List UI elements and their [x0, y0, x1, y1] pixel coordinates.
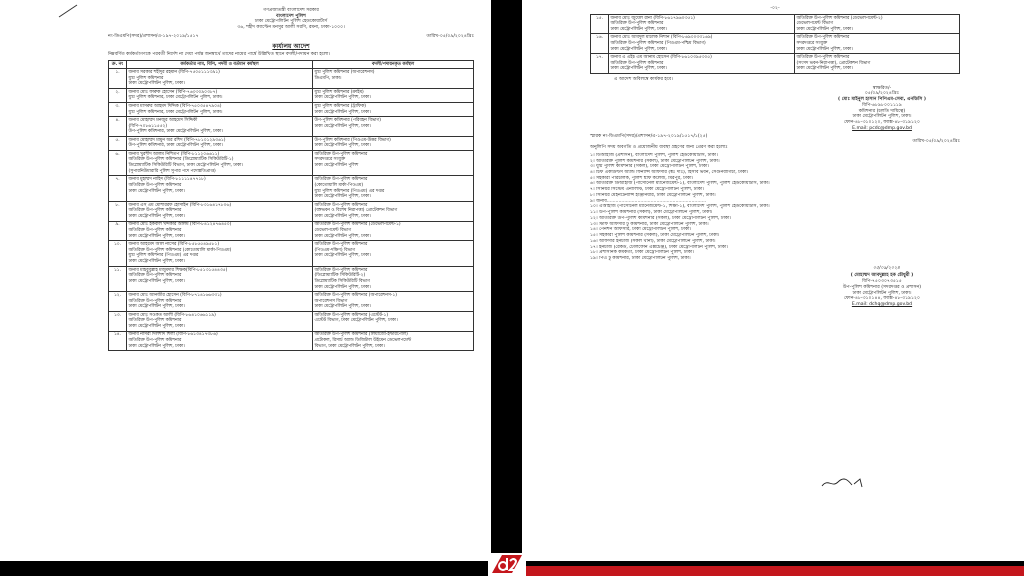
serial-cell: ৭.: [109, 176, 127, 201]
serial-cell: ৩.: [109, 103, 127, 117]
posting-line: ঢাকা মেট্রোপলিটন পুলিশ, ঢাকা।: [314, 143, 371, 149]
officer-cell: [127, 103, 313, 117]
posting-line: (পিওএম-দক্ষিণ) বিভাগ: [314, 247, 356, 253]
document-page-2: [590, 6, 960, 308]
posting-line: (ডিপ্লোম্যাটিক সিকিউরিটি-২): [314, 273, 366, 279]
officer-cell: [127, 117, 313, 137]
distribution-item: ১০। এআইজি (পার্সোনেল ম্যানেজমেন্ট-১, শিক্ষা-১), বাংলাদেশ পুলিশ, পুলিশ হেডকোয়ার্টার্স, ঢাকা।: [590, 204, 770, 210]
table-row: [109, 69, 474, 89]
posting-line: ঢাকা মেট্রোপলিটন পুলিশ, ঢাকা।: [314, 194, 371, 200]
officer-line: ঢাকা মেট্রোপলিটন পুলিশ, ঢাকা।: [128, 278, 185, 284]
table-row: [109, 117, 474, 137]
signer-1-date: ০৫/০৯/২০২৪খ্রিঃ: [864, 91, 900, 97]
letterhead-line-4: ৩৬, শহীদ ক্যাপ্টেন মনসুর আলী সরণি, রমনা, ঢাকা-১০০০।: [237, 25, 345, 31]
officer-line: জনাব মোঃ ফারুক হোসেন (বিপি-৭৬০৩০৯০৩৮৭): [128, 89, 218, 95]
posting-cell: [313, 311, 474, 331]
posting-line: অতিরিক্ত উপ-পুলিশ কমিশনার: [796, 55, 850, 61]
memo-date: তারিখ-০৫/০৯/২০২৪খ্রিঃ: [426, 33, 474, 39]
posting-line: সদরদপ্তরে সংযুক্ত: [314, 157, 346, 163]
order-intro: নিম্নবর্ণিত কর্মকর্তাগণকে পরবর্তী নির্দেশ না দেয়া পর্যন্ত জনস্বার্থে তাদের নামের পার্শ্বে উল্লিখিত স্থানে বদলী/পদায়ন করা হলো।: [108, 52, 330, 58]
officer-cell: [609, 34, 795, 54]
handwritten-date: ০৫/০৯/২০২৪: [873, 265, 900, 271]
officer-cell: [127, 221, 313, 241]
officer-line: অতিরিক্ত উপ-পুলিশ কমিশনার (কোতোয়ালি মার্কা-পিওএম): [128, 247, 232, 253]
officer-line: ঢাকা মেট্রোপলিটন পুলিশ, ঢাকা।: [610, 46, 667, 52]
posting-line: ঢাকা মেট্রোপলিটন পুলিশ, ঢাকা।: [314, 213, 371, 219]
posting-line: উপ-পুলিশ কমিশনার (পরিবহন বিভাগ): [314, 117, 382, 123]
table-row: [109, 292, 474, 312]
serial-cell: ২.: [109, 88, 127, 102]
officer-line: ঢাকা মেট্রোপলিটন পুলিশ, ঢাকা।: [128, 188, 185, 194]
posting-cell: [795, 54, 960, 74]
posting-line: সদরদপ্তরে সংযুক্ত: [796, 41, 828, 46]
posting-cell: [313, 221, 474, 241]
posting-line: ডিএমপি, ঢাকা।: [314, 75, 342, 81]
officer-cell: [127, 266, 313, 291]
memo-2-date: তারিখ-০৫/০৯/২০২৪খ্রিঃ: [912, 139, 960, 145]
officer-cell: [127, 292, 313, 312]
serial-cell: ১২.: [109, 292, 127, 312]
officer-cell: [127, 241, 313, 266]
officer-cell: [127, 88, 313, 102]
officer-cell: [127, 136, 313, 150]
officer-line: ঢাকা মেট্রোপলিটন পুলিশ, ঢাকা।: [128, 343, 185, 349]
officer-line: অতিরিক্ত উপ-পুলিশ কমিশনার: [128, 298, 182, 304]
officer-cell: [127, 311, 313, 331]
table-row: [109, 201, 474, 221]
officer-line: জনাব মোহাম্মদ মনজুর আহমেদ সিদ্দিকী: [128, 117, 198, 123]
officer-line: অতিরিক্ত উপ-পুলিশ কমিশনার: [128, 182, 182, 188]
posting-line: ঢাকা মেট্রোপলিটন পুলিশ, ঢাকা।: [314, 109, 371, 115]
officer-line: উপ-পুলিশ কমিশনার, ঢাকা মেট্রোপলিটন পুলিশ, ঢাকা।: [128, 143, 223, 149]
officer-line: ডিপ্লোম্যাটিক সিকিউরিটি বিভাগ, ঢাকা মেট্রোপলিটন পুলিশ, ঢাকা।: [128, 163, 244, 169]
officer-line: যুগ্ম পুলিশ কমিশনার, ঢাকা মেট্রোপলিটন পুলিশ, ঢাকা।: [128, 95, 223, 101]
posting-line: প্রটোকল, রিসার্চ অ্যান্ড ডিজিটাল উইমেন ডেভেলপমেন্ট: [314, 338, 412, 344]
table-row: [109, 176, 474, 201]
posting-line: ঢাকা মেট্রোপলিটন পুলিশ, ঢাকা।: [314, 95, 371, 101]
posting-cell: [313, 241, 474, 266]
distribution-item: ১৬। অফিসার ইনচার্জ (সকল থানা), ঢাকা মেট্রোপলিটন পুলিশ, ঢাকা।: [590, 238, 716, 244]
distribution-item: ১৫। সহকারী পুলিশ কমিশনার (সকল), ঢাকা মেট্রোপলিটন পুলিশ, ঢাকা।: [590, 233, 720, 239]
distribution-item: ৫। সহকারী পরিচালক, পুলিশ ষ্টাফ কলেজ, মিরপুর, ঢাকা।: [590, 175, 694, 181]
memo-number: নং-ডিএমপি(সদর)/প্রশাসন/এ-১৯৭-২০১৯/১৫১৭: [108, 33, 199, 39]
officer-line: জনাব মোঃ জুয়েল রানা (বিপি-৮৬১৭৯৬০৩৫১): [610, 15, 695, 21]
signer-1-designation: কমিশনার (চলতি দায়িত্বে): [858, 108, 906, 114]
officer-line: যুগ্ম পুলিশ কমিশনার (পিওএম) এর দপ্তর: [128, 253, 199, 259]
posting-line: যুগ্ম পুলিশ কমিশনার (ট্রাফিক): [314, 103, 366, 109]
table-row: [109, 331, 474, 351]
posting-line: ডেভেলপমেন্ট বিভাগ: [796, 21, 833, 27]
officer-line: অতিরিক্ত উপ-পুলিশ কমিশনার: [610, 21, 664, 27]
posting-cell: [313, 266, 474, 291]
distribution-item: ৪। চিফ একাউন্টস অ্যান্ড ফিন্যান্স অফিসার (স্বঃ দাঃ), হিসাব ভবন, সেগুনবাগিচা, ঢাকা।: [590, 170, 749, 175]
distribution-item: ২। অতিরিক্ত পুলিশ কমিশনার (সকল), ঢাকা মেট্রোপলিটন পুলিশ, ঢাকা।: [590, 158, 720, 164]
posting-line: ঢাকা মেট্রোপলিটন পুলিশ, ঢাকা।: [796, 66, 853, 72]
officer-line: ঢাকা মেট্রোপলিটন পুলিশ, ঢাকা।: [610, 66, 667, 72]
officer-line: জনাব এস এম মোশাররফ হোসাইন (বিপি-৮৩১৬৪১৭৮০৬): [128, 202, 232, 208]
officer-cell: [609, 54, 795, 74]
page-number: -০২-: [770, 6, 780, 11]
signer-1-office: ঢাকা মেট্রোপলিটন পুলিশ, ঢাকা।: [852, 114, 912, 120]
table-row: [109, 266, 474, 291]
officer-line: অতিরিক্ত উপ-পুলিশ কমিশনার: [128, 273, 182, 279]
posting-cell: [795, 34, 960, 54]
posting-line: অতিরিক্ত উপ-পুলিশ কমিশনার (লিয়াজোঁ-ইন্টারপোল): [314, 332, 408, 338]
officer-line: জনাব মোঃ আবদুল মালেক নিশান (বিপি-৮৬৯০০৩৩১৬৯): [610, 35, 713, 41]
distribution-item: ১৪। পেনশন অফিসার, ঢাকা মেট্রোপলিটন পুলিশ, ঢাকা।: [590, 227, 692, 233]
posting-line: ঢাকা মেট্রোপলিটন পুলিশ, ঢাকা।: [796, 26, 853, 32]
posting-line: ঢাকা মেট্রোপলিটন পুলিশ, ঢাকা।: [796, 46, 853, 52]
officer-cell: [127, 201, 313, 221]
transfer-table-page-1: [108, 60, 474, 352]
table-row: [109, 136, 474, 150]
handwritten-signature: [820, 476, 900, 490]
officer-line: ঢাকা মেট্রোপলিটন পুলিশ, ঢাকা।: [128, 259, 185, 265]
memo-row: [108, 34, 474, 40]
signer-2-office: ঢাকা মেট্রোপলিটন পুলিশ, ঢাকা।: [852, 290, 912, 296]
officer-line: (বিপি-৭০৮৬১১৫৫২): [128, 123, 168, 129]
posting-line: ঢাকা মেট্রোপলিটন পুলিশ, ঢাকা।: [314, 233, 371, 239]
posting-line: ঢাকা মেট্রোপলিটন পুলিশ, ঢাকা।: [314, 284, 371, 290]
officer-cell: [127, 176, 313, 201]
distribution-item: ১১। উপ-পুলিশ কমিশনার (সকল), ঢাকা মেট্রোপলিটন পুলিশ, ঢাকা।: [590, 210, 713, 216]
officer-line: জনাব মুহাম্মদ নাহিদ (বিপি-৮১১১১৪৭৭১৮): [128, 177, 206, 183]
officer-line: অতিরিক্ত উপ-পুলিশ কমিশনার: [128, 338, 182, 344]
memo-2-number: স্মারক নং-ডিএমপি(সদর)/প্রশাসন/এ-১৯৭-২০১৯/১৫১৭/১(২৫): [590, 133, 708, 139]
posting-cell: [313, 150, 474, 175]
table-row: [109, 103, 474, 117]
posting-line: ডিপ্লোম্যাটিক সিকিউরিটি বিভাগ: [314, 278, 370, 284]
posting-cell: [313, 88, 474, 102]
distribution-item: ৬। অতিরিক্ত ডিআইজি (পার্সোনেল ম্যানেজমেন্ট-১), বাংলাদেশ পুলিশ, পুলিশ হেডকোয়ার্টার্স, ঢাকা।: [590, 181, 770, 187]
signer-1-bp: বিপি-৬৮৯৮০০১১১৯: [862, 102, 902, 108]
distribution-item: ১৮। প্রশাসনিক কর্মকর্তা, ঢাকা মেট্রোপলিটন পুলিশ, ঢাকা।: [590, 250, 694, 256]
distribution-item: ৭। সিনিয়র সিস্টেম এনালিস্ট, ঢাকা মেট্রোপলিটন পুলিশ, ঢাকা।: [590, 187, 704, 193]
serial-cell: ৬.: [109, 150, 127, 175]
distribution-item: ৮। সিনিয়র মেইনটেন্যান্স ইঞ্জিনিয়ার, ঢাকা মেট্রোপলিটন পুলিশ, ঢাকা।: [590, 192, 716, 198]
serial-cell: ৫.: [109, 136, 127, 150]
table-row: [109, 311, 474, 331]
posting-cell: [313, 176, 474, 201]
posting-line: ঢাকা মেট্রোপলিটন পুলিশ, ঢাকা।: [314, 123, 371, 129]
signer-2-phone: ফোন-৪৮-৩১০১৪৪, ফ্যাক্স-৪৮-৩১৯১২০: [844, 296, 920, 302]
posting-line: বিভাগ, ঢাকা মেট্রোপলিটন পুলিশ, ঢাকা।: [314, 343, 385, 349]
posting-line: অতিরিক্ত উপ-পুলিশ কমিশনার: [314, 202, 368, 208]
officer-line: যুগ্ম পুলিশ কমিশনার: [128, 75, 164, 81]
posting-cell: [313, 292, 474, 312]
table-row: [591, 34, 960, 54]
officer-cell: [127, 69, 313, 89]
letterhead-line-3: ঢাকা মেট্রোপলিটন পুলিশ হেডকোয়ার্টার্স: [254, 19, 328, 25]
officer-line: জনাব এ এইচ এম আনাম হোসেন (বিপি-৮৬১০৩৯৫৩০৫): [610, 55, 712, 61]
transfer-table-page-2: [590, 14, 960, 74]
posting-line: অতিরিক্ত উপ-পুলিশ কমিশনার (অপারেশনস-১): [314, 292, 397, 298]
posting-line: অতিরিক্ত উপ-পুলিশ কমিশনার: [314, 242, 368, 248]
distribution-list: [590, 153, 960, 262]
officer-line: যুগ্ম পুলিশ কমিশনার, ঢাকা মেট্রোপলিটন পুলিশ, ঢাকা।: [128, 109, 223, 115]
posting-line: (সংসদ ভবন-নিরাপত্তা), প্রোটেকশন বিভাগ: [796, 60, 871, 66]
posting-line: অতিরিক্ত উপ-পুলিশ কমিশনার: [314, 267, 368, 273]
col-header-serial: ক্র. নং: [109, 60, 127, 68]
officer-line: ঢাকা মেট্রোপলিটন পুলিশ, ঢাকা।: [128, 324, 185, 330]
serial-cell: ৮.: [109, 201, 127, 221]
serial-cell: ১৪.: [109, 331, 127, 351]
officer-line: জনাব আহমেদ আল নাসের (বিপি-৮৫৮৫৫৪৯৫৮১): [128, 242, 220, 248]
posting-line: (বঙ্গভবন ও বিশেষ নিরাপত্তা) প্রোটেকশন বিভাগ: [314, 208, 398, 214]
posting-line: উপ-পুলিশ কমিশনার (পিওএম-উত্তর বিভাগ): [314, 137, 391, 143]
serial-cell: ১.: [109, 69, 127, 89]
table-row: [109, 221, 474, 241]
signer-2-bp: বিপি-৭৫০৩০৭৩৫১৫: [862, 279, 902, 285]
pen-scratch-mark: [58, 4, 78, 18]
signer-2-name: ( মোহাম্মদ আবদুল্লাহ হক চৌধুরী ): [850, 273, 914, 279]
bottom-red-strip: [491, 566, 1024, 576]
letterhead: [108, 8, 474, 31]
distribution-item: ১। ডিআইজি (প্রশাসন), বাংলাদেশ পুলিশ, পুলিশ হেডকোয়ার্টার্স, ঢাকা।: [590, 152, 718, 158]
table-row: [109, 241, 474, 266]
serial-cell: ৪.: [109, 117, 127, 137]
table-row: [109, 150, 474, 175]
posting-line: ঢাকা মেট্রোপলিটন পুলিশ: [314, 163, 359, 169]
distribution-item: ১৯। পিএ টু কমিশনার, ঢাকা মেট্রোপলিটন পুলিশ, ঢাকা।: [590, 256, 691, 262]
order-title: কার্যালয় আদেশ: [272, 42, 310, 50]
officer-line: ঢাকা মেট্রোপলিটন পুলিশ, ঢাকা।: [128, 233, 185, 239]
posting-line: যুগ্ম পুলিশ কমিশনার (অপারেশনস): [314, 70, 375, 76]
posting-line: অতিরিক্ত উপ-পুলিশ কমিশনার (ডেভেলপমেন্ট-২): [796, 15, 883, 21]
posting-line: এস্টেট বিভাগ, ঢাকা মেট্রোপলিটন পুলিশ, ঢাকা।: [314, 318, 398, 324]
serial-cell: ১৩.: [109, 311, 127, 331]
posting-line: ডেভেলপমেন্ট বিভাগ: [314, 228, 351, 234]
posting-cell: [313, 201, 474, 221]
col-header-posting: বদলী/পদায়নকৃত কর্মস্থল: [313, 60, 474, 68]
serial-cell: ১৫.: [591, 14, 609, 34]
posting-line: যুগ্ম পুলিশ কমিশনার (পিওএম) এর দপ্তর: [314, 188, 385, 194]
distribution-item: ১২। অতিরিক্ত উপ-পুলিশ কমিশনার (সকল), ঢাকা মেট্রোপলিটন পুলিশ, ঢাকা।: [590, 215, 731, 221]
officer-cell: [127, 331, 313, 351]
officer-line: অতিরিক্ত উপ-পুলিশ কমিশনার: [128, 208, 182, 214]
signer-1-phone: ফোন-৪৮-৩১০১২০, ফ্যাক্স-৪৮-৩১৯১২০: [844, 120, 920, 126]
serial-cell: ১০.: [109, 241, 127, 266]
officer-line: অতিরিক্ত উপ-পুলিশ কমিশনার: [610, 60, 664, 66]
table-row: [109, 88, 474, 102]
d2-logo-icon: [488, 549, 526, 576]
officer-line: জনাব মাহবুবুল্লাহ মজুমদার শিক্ষক(বিপি-৮৫১৩১৫৪৪৩৫): [128, 267, 228, 273]
posting-line: ঢাকা মেট্রোপলিটন পুলিশ, ঢাকা।: [314, 304, 371, 310]
serial-cell: ১৭.: [591, 54, 609, 74]
document-page-1: [108, 8, 474, 351]
distribution-item: ৯। জনাব....................................................................: [590, 198, 707, 204]
serial-cell: ১১.: [109, 266, 127, 291]
distribution-intro: অনুলিপি সদয় অবগতি ও প্রয়োজনীয় ব্যবস্থা গ্রহণের জন্য প্রেরণ করা হলোঃ: [590, 145, 728, 151]
posting-line: অতিরিক্ত উপ-পুলিশ কমিশনার: [796, 35, 850, 41]
posting-line: অতিরিক্ত উপ-পুলিশ কমিশনার (এস্টেট-১): [314, 312, 389, 318]
officer-cell: [127, 150, 313, 175]
officer-line: জনাব খুরশীদ আলম নিশিতপ (বিপি-৮১১২০৬৬১১): [128, 151, 220, 157]
officer-cell: [609, 14, 795, 34]
signed-label: স্বাক্ষরিত/-: [872, 85, 892, 91]
signer-2-email: E.mail: dchq@dmp.gov.bd: [851, 302, 913, 308]
effect-line: এ আদেশ অবিলম্বে কার্যকর হবে।: [614, 76, 673, 82]
officer-line: জনাব মোহাম্মদ মামুন অর রশিদ (বিপি-৭৮১০১২৯৩৬১): [128, 137, 226, 143]
letterhead-line-1: গণপ্রজাতন্ত্রী বাংলাদেশ সরকার: [263, 8, 319, 13]
officer-line: ঢাকা মেট্রোপলিটন পুলিশ, ঢাকা।: [128, 81, 185, 87]
officer-line: অতিরিক্ত উপ-পুলিশ কমিশনার: [128, 228, 182, 234]
officer-line: জনাব নাসরা দিলশাদ শিলা (বিপি-৮৬১৩৪১৭৩৮৬): [128, 332, 218, 338]
serial-cell: ১৬.: [591, 34, 609, 54]
posting-cell: [313, 103, 474, 117]
officer-line: জনাব মোঃ ইকবাল খন্দকার আলম (বিপি-৮৪১২৪৭৬৪৫০): [128, 222, 232, 228]
posting-line: (কোতোয়ালি মার্কা-পিওএম): [314, 182, 364, 188]
posting-cell: [313, 136, 474, 150]
table-header-row: [109, 60, 474, 68]
officer-line: জনাব মোঃ আনজীর হোসেন (বিপি-৮৭১৪১৬৬৩৩১): [128, 292, 222, 298]
officer-line: ঢাকা মেট্রোপলিটন পুলিশ, ঢাকা।: [128, 213, 185, 219]
signer-block-1: [804, 86, 960, 132]
posting-line: অতিরিক্ত উপ-পুলিশ কমিশনার (ডেভেলপমেন্ট-১): [314, 222, 401, 228]
posting-cell: [313, 331, 474, 351]
posting-line: অতিরিক্ত উপ-পুলিশ কমিশনার: [314, 151, 368, 157]
distribution-item: ১৭। ইনচার্জ (রেকর্ড, টেলিফোন এক্সচেঞ্জ), ঢাকা মেট্রোপলিটন পুলিশ, ঢাকা।: [590, 244, 728, 250]
officer-line: ঢাকা মেট্রোপলিটন পুলিশ, ঢাকা।: [128, 304, 185, 310]
col-header-officer: কর্মকর্তার নাম, বিপি, পদবী ও বর্তমান কর্মস্থল: [127, 60, 313, 68]
posting-line: যুগ্ম পুলিশ কমিশনার (ক্রাইম): [314, 89, 364, 95]
posting-line: অতিরিক্ত উপ-পুলিশ কমিশনার: [314, 177, 368, 183]
posting-cell: [313, 69, 474, 89]
officer-line: জনাব মাসরুর আহমদ দিদ্দিক (বিপি-৭৫০৩৫৪৭৯০৪): [128, 103, 222, 109]
signer-block-2: [804, 273, 960, 307]
table-row: [591, 54, 960, 74]
officer-line: জনাব মোঃ সওকত আলী (বিপি-৮৬৪১০৬৬১১৯): [128, 312, 216, 318]
officer-line: অতিরিক্ত উপ-পুলিশ কমিশনার (পিওএম-পশ্চিম বিভাগ): [610, 41, 706, 46]
signer-1-email: E.mail: pcdc@dmp.gov.bd: [852, 125, 912, 131]
officer-line: অতিরিক্ত উপ-পুলিশ কমিশনার (ডিপ্লোম্যাটিক সিকিউরিটি-১): [128, 157, 234, 163]
distribution-item: ৩। যুগ্ম পুলিশ কমিশনার (সকল), ঢাকা মেট্রোপলিটন পুলিশ, ঢাকা।: [590, 164, 710, 170]
posting-cell: [795, 14, 960, 34]
officer-line: ঢাকা মেট্রোপলিটন পুলিশ, ঢাকা।: [610, 26, 667, 32]
signer-1-name: ( মোঃ মাইনুল হাসান পিপিএম-সেবা, এনডিসি ): [838, 97, 926, 103]
officer-line: উপ-পুলিশ কমিশনার, ঢাকা মেট্রোপলিটন পুলিশ, ঢাকা।: [128, 129, 223, 135]
officer-line: অতিরিক্ত উপ-পুলিশ কমিশনার: [128, 318, 182, 324]
distribution-item: ১৩। স্টাফ অফিসার টু কমিশনার, ঢাকা মেট্রোপলিটন পুলিশ, ঢাকা।: [590, 221, 709, 227]
table-row: [591, 14, 960, 34]
signer-2-designation: উপ-পুলিশ কমিশনার (সদরদপ্তর ও প্রশাসন): [842, 284, 922, 290]
posting-line: ঢাকা মেট্রোপলিটন পুলিশ, ঢাকা।: [314, 253, 371, 259]
letterhead-line-2: বাংলাদেশ পুলিশ: [276, 13, 306, 19]
serial-cell: ৯.: [109, 221, 127, 241]
officer-line: জনাব সরকার শহীদুর রহমান (বিপি-৭৫০৫১১১৩৯১): [128, 70, 220, 76]
officer-line: (সুপারনিউমারারি পুলিশ সুপার পদে পদোন্নতিপ্রাপ্ত): [128, 168, 216, 174]
posting-cell: [313, 117, 474, 137]
posting-line: অপারেশনস বিভাগ: [314, 298, 348, 304]
